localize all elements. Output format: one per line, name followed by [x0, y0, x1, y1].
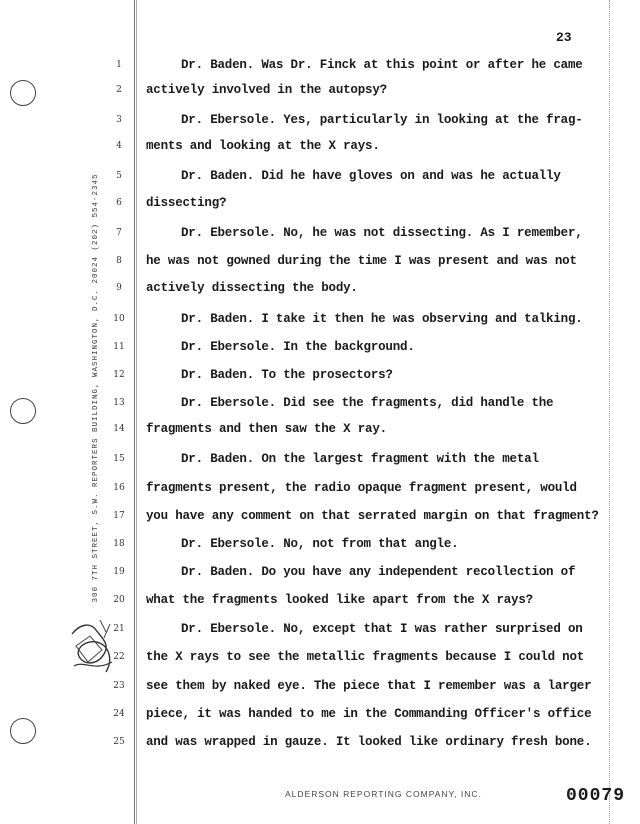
footer-company: ALDERSON REPORTING COMPANY, INC. [285, 789, 482, 799]
transcript-line: Dr. Baden. I take it then he was observing and talking. [181, 312, 583, 326]
line-number: 24 [113, 709, 125, 719]
line-number: 22 [113, 652, 125, 662]
transcript-line: piece, it was handed to me in the Commanding Officer's office [146, 707, 592, 721]
line-number: 8 [116, 256, 122, 266]
punch-hole-top [10, 80, 36, 106]
transcript-line: Dr. Ebersole. No, he was not dissecting. As I remember, [181, 226, 583, 240]
transcript-line: actively involved in the autopsy? [146, 83, 387, 97]
transcript-line: actively dissecting the body. [146, 281, 358, 295]
line-number: 21 [113, 624, 125, 634]
transcript-line: what the fragments looked like apart from the X rays? [146, 593, 533, 607]
line-number: 25 [113, 737, 125, 747]
transcript-line: Dr. Baden. To the prosectors? [181, 368, 393, 382]
bates-number: 00079 [566, 786, 626, 806]
transcript-line: fragments and then saw the X ray. [146, 422, 387, 436]
line-number: 6 [116, 198, 122, 208]
line-number: 11 [113, 342, 125, 352]
transcript-line: Dr. Baden. Do you have any independent recollection of [181, 565, 576, 579]
line-number: 5 [116, 171, 122, 181]
transcript-line: Dr. Baden. Did he have gloves on and was he actually [181, 169, 561, 183]
transcript-line: Dr. Baden. Was Dr. Finck at this point or after he came [181, 58, 583, 72]
transcript-line: the X rays to see the metallic fragments because I could not [146, 650, 585, 664]
transcript-line: ments and looking at the X rays. [146, 139, 380, 153]
reporter-address: 300 7TH STREET, S.W. REPORTERS BUILDING, WASHINGTON, D.C. 20024 (202) 554-2345 [92, 173, 100, 603]
line-number: 13 [113, 398, 125, 408]
line-number: 9 [116, 283, 122, 293]
page-number: 23 [556, 30, 572, 45]
line-number: 7 [116, 228, 122, 238]
line-number: 1 [116, 60, 122, 70]
line-number: 17 [113, 511, 125, 521]
transcript-line: Dr. Ebersole. Yes, particularly in looking at the frag- [181, 113, 583, 127]
transcript-line: see them by naked eye. The piece that I remember was a larger [146, 679, 592, 693]
line-number: 3 [116, 115, 122, 125]
line-number: 20 [113, 595, 125, 605]
transcript-line: fragments present, the radio opaque fragment present, would [146, 481, 577, 495]
transcript-line: Dr. Ebersole. In the background. [181, 340, 415, 354]
punch-hole-middle [10, 398, 36, 424]
transcript-line: you have any comment on that serrated margin on that fragment? [146, 509, 599, 523]
line-number: 19 [113, 567, 125, 577]
transcript-line: Dr. Ebersole. No, not from that angle. [181, 537, 459, 551]
line-number: 18 [113, 539, 125, 549]
line-number: 15 [113, 454, 125, 464]
transcript-line: Dr. Baden. On the largest fragment with the metal [181, 452, 539, 466]
line-number: 16 [113, 483, 125, 493]
line-number: 12 [113, 370, 125, 380]
line-number: 4 [116, 141, 122, 151]
line-number: 14 [113, 424, 125, 434]
transcript-line: and was wrapped in gauze. It looked like ordinary fresh bone. [146, 735, 592, 749]
transcript-line: he was not gowned during the time I was present and was not [146, 254, 577, 268]
line-number: 2 [116, 85, 122, 95]
punch-hole-bottom [10, 718, 36, 744]
line-number: 10 [113, 314, 125, 324]
left-margin-rule [134, 0, 137, 824]
transcript-line: dissecting? [146, 196, 227, 210]
transcript-line: Dr. Ebersole. Did see the fragments, did handle the [181, 396, 554, 410]
transcript-line: Dr. Ebersole. No, except that I was rather surprised on [181, 622, 583, 636]
line-number: 23 [113, 681, 125, 691]
